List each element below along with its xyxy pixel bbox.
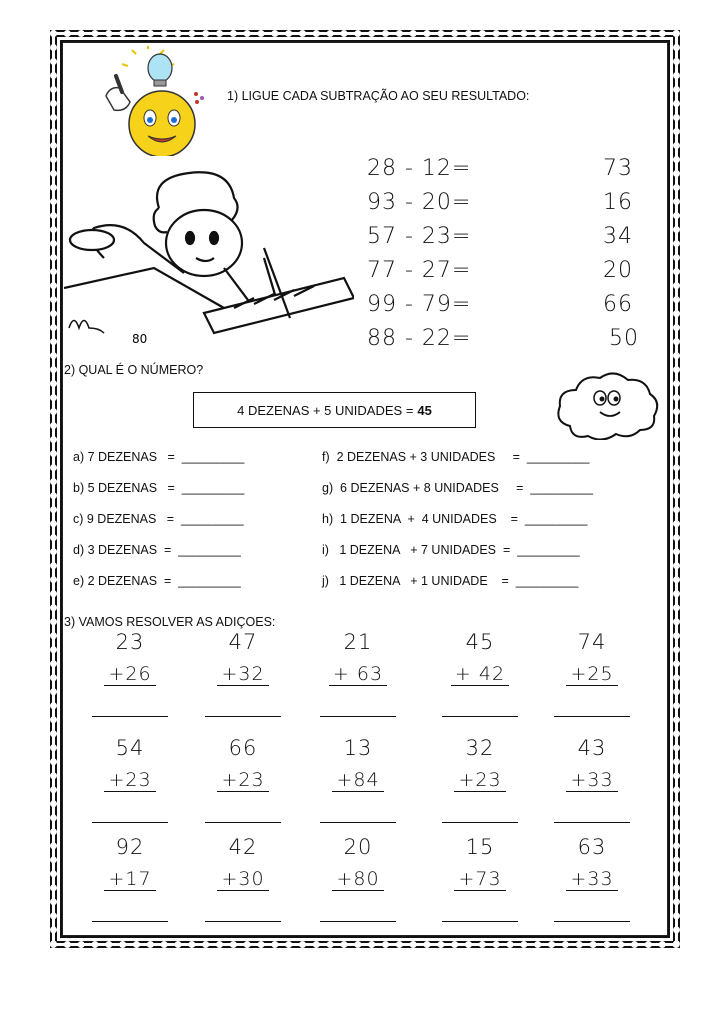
addend-bottom-text: + 42: [451, 663, 509, 686]
addend-bottom-text: +33: [566, 769, 617, 792]
addend-top: 21: [343, 630, 373, 654]
addend-top: 32: [465, 736, 495, 760]
addend-top: 42: [228, 835, 258, 859]
addend-top: 74: [577, 630, 607, 654]
subtraction-expression[interactable]: 77 - 27=: [367, 258, 472, 283]
addend-bottom: [440, 769, 520, 791]
answer-line[interactable]: [554, 716, 630, 717]
addend-bottom: [318, 769, 398, 791]
q1-title: 1) LIGUE CADA SUBTRAÇÃO AO SEU RESULTADO:: [227, 89, 530, 103]
answer-line[interactable]: [320, 716, 396, 717]
subtraction-result[interactable]: 34: [603, 224, 633, 249]
addend-bottom: [203, 769, 283, 791]
addend-top: 66: [228, 736, 258, 760]
dezenas-unidades-question[interactable]: j) 1 DEZENA + 1 UNIDADE = _________: [322, 574, 579, 588]
addend-bottom-text: +80: [332, 868, 383, 891]
addend-bottom-text: +33: [566, 868, 617, 891]
subtraction-expression[interactable]: 99 - 79=: [367, 292, 472, 317]
addend-top: 45: [465, 630, 495, 654]
answer-line[interactable]: [554, 921, 630, 922]
addend-bottom: [203, 663, 283, 685]
addend-bottom-text: +23: [104, 769, 155, 792]
addend-bottom-text: +26: [104, 663, 155, 686]
subtraction-expression[interactable]: 28 - 12=: [367, 156, 472, 181]
addend-bottom-text: +30: [217, 868, 268, 891]
addend-top: 43: [577, 736, 607, 760]
subtraction-expression[interactable]: 57 - 23=: [367, 224, 472, 249]
addend-bottom-text: +25: [566, 663, 617, 686]
addend-bottom-text: +17: [104, 868, 155, 891]
subtraction-result[interactable]: 20: [603, 258, 633, 283]
subtraction-result[interactable]: 73: [603, 156, 633, 181]
addend-bottom: [440, 663, 520, 685]
addend-bottom: [440, 868, 520, 890]
dezenas-question[interactable]: a) 7 DEZENAS = _________: [73, 450, 245, 464]
addend-top: 23: [115, 630, 145, 654]
q2-title: 2) QUAL É O NÚMERO?: [64, 363, 204, 377]
answer-line[interactable]: [205, 921, 281, 922]
dezenas-question[interactable]: d) 3 DEZENAS = _________: [73, 543, 241, 557]
addend-top: 92: [115, 835, 145, 859]
answer-line[interactable]: [442, 822, 518, 823]
addend-bottom-text: +84: [332, 769, 383, 792]
dezenas-question[interactable]: e) 2 DEZENAS = _________: [73, 574, 241, 588]
addend-bottom: [318, 663, 398, 685]
addend-bottom: [90, 663, 170, 685]
addend-bottom: [90, 769, 170, 791]
addend-top: 47: [228, 630, 258, 654]
dezenas-question[interactable]: b) 5 DEZENAS = _________: [73, 481, 245, 495]
addend-bottom: [203, 868, 283, 890]
drawing-number: 80: [132, 332, 148, 346]
subtraction-result[interactable]: 16: [603, 190, 633, 215]
subtraction-result[interactable]: 66: [603, 292, 633, 317]
dezenas-unidades-question[interactable]: i) 1 DEZENA + 7 UNIDADES = _________: [322, 543, 580, 557]
addend-bottom-text: +23: [454, 769, 505, 792]
answer-line[interactable]: [554, 822, 630, 823]
addend-bottom: [318, 868, 398, 890]
dezenas-question[interactable]: c) 9 DEZENAS = _________: [73, 512, 244, 526]
dezenas-unidades-question[interactable]: f) 2 DEZENAS + 3 UNIDADES = _________: [322, 450, 590, 464]
cloud-face-icon: [552, 368, 662, 440]
answer-line[interactable]: [442, 921, 518, 922]
q3-title: 3) VAMOS RESOLVER AS ADIÇOES:: [64, 615, 276, 629]
addend-bottom-text: +23: [217, 769, 268, 792]
addend-bottom: [552, 868, 632, 890]
example-box: [193, 392, 476, 428]
answer-line[interactable]: [442, 716, 518, 717]
answer-line[interactable]: [320, 921, 396, 922]
addend-bottom: [552, 663, 632, 685]
answer-line[interactable]: [92, 716, 168, 717]
addend-bottom: [90, 868, 170, 890]
addend-bottom-text: +32: [217, 663, 268, 686]
example-answer: 45: [417, 402, 432, 418]
subtraction-result[interactable]: 50: [609, 326, 639, 351]
subtraction-expression[interactable]: 88 - 22=: [367, 326, 472, 351]
addend-bottom-text: + 63: [329, 663, 387, 686]
dezenas-unidades-question[interactable]: h) 1 DEZENA + 4 UNIDADES = _________: [322, 512, 588, 526]
dezenas-unidades-question[interactable]: g) 6 DEZENAS + 8 UNIDADES = _________: [322, 481, 593, 495]
lightbulb-sun-icon: [98, 46, 208, 156]
subtraction-expression[interactable]: 93 - 20=: [367, 190, 472, 215]
addend-top: 54: [115, 736, 145, 760]
answer-line[interactable]: [320, 822, 396, 823]
answer-line[interactable]: [205, 822, 281, 823]
answer-line[interactable]: [205, 716, 281, 717]
answer-line[interactable]: [92, 921, 168, 922]
addend-bottom-text: +73: [454, 868, 505, 891]
example-text: 4 DEZENAS + 5 UNIDADES =: [237, 402, 414, 418]
boy-writing-illustration: [64, 168, 354, 348]
addend-top: 63: [577, 835, 607, 859]
addend-top: 15: [465, 835, 495, 859]
addend-top: 20: [343, 835, 373, 859]
addend-bottom: [552, 769, 632, 791]
addend-top: 13: [343, 736, 373, 760]
answer-line[interactable]: [92, 822, 168, 823]
